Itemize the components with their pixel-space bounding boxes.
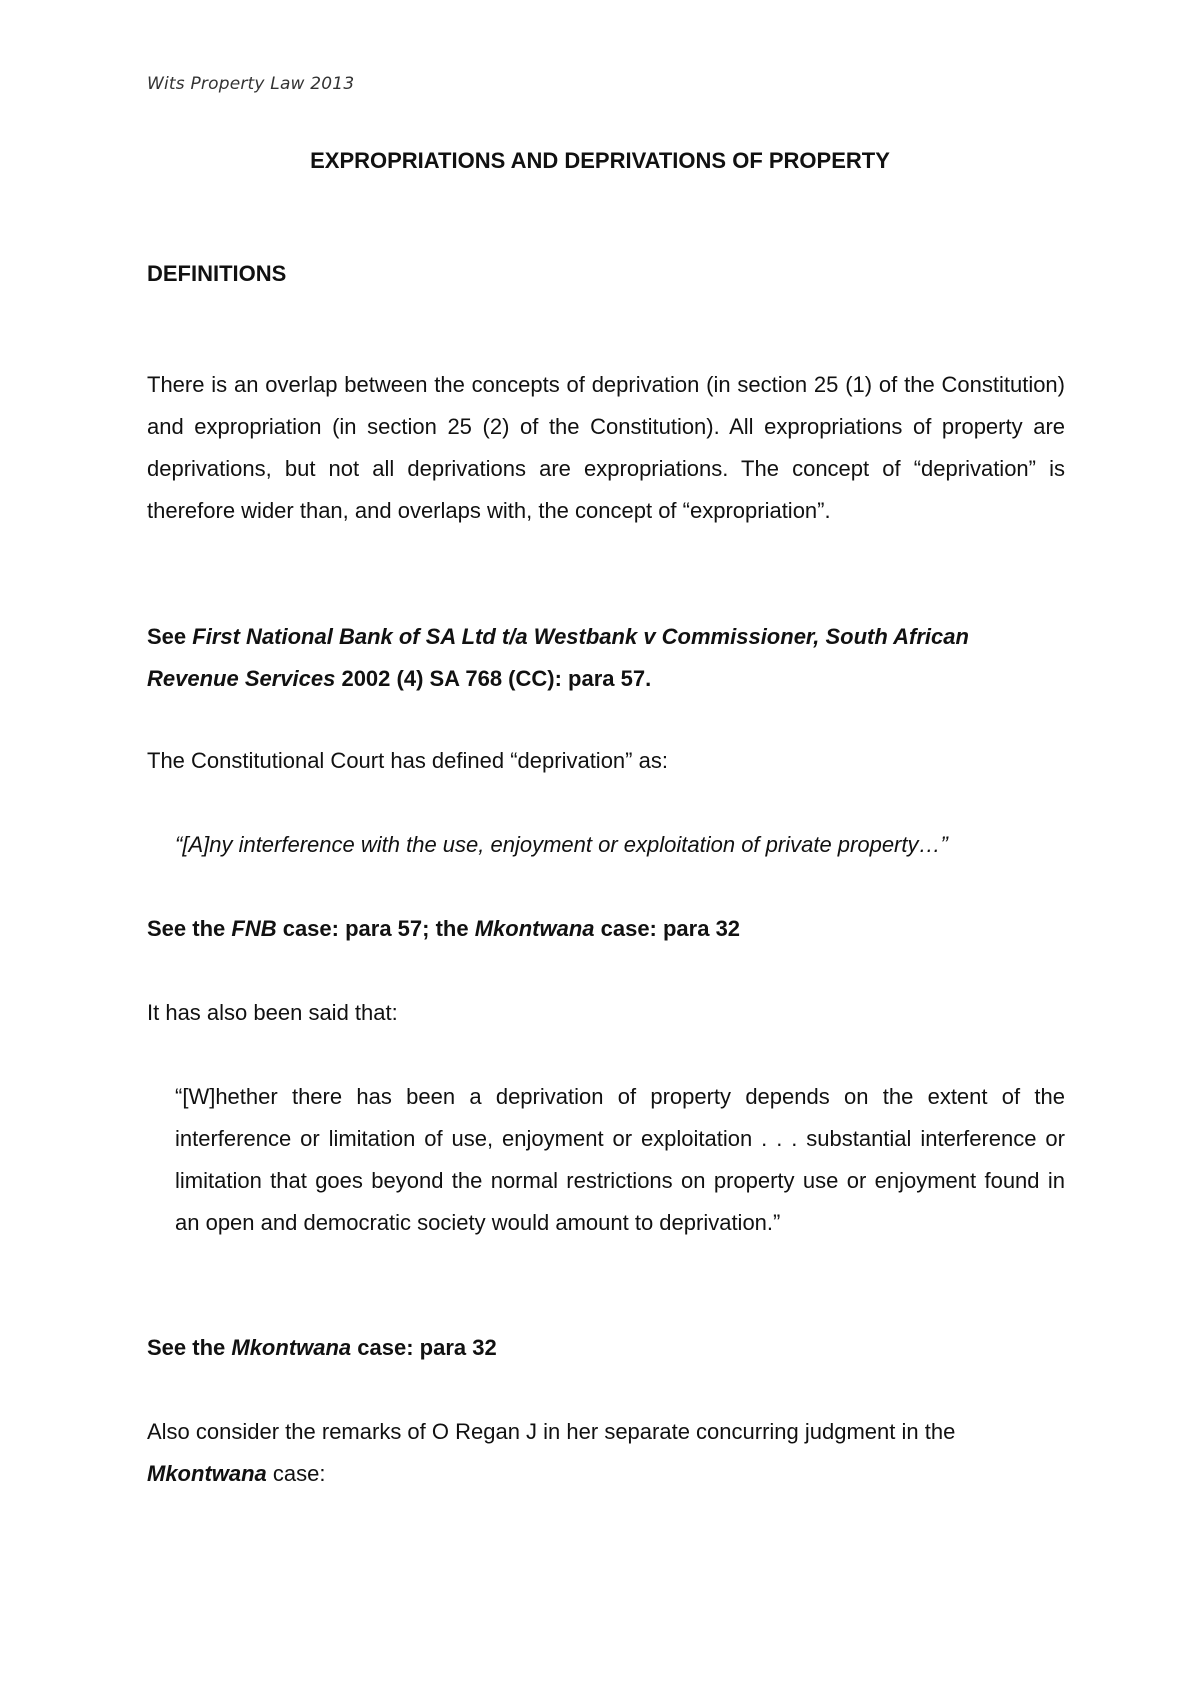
citation-fnb-mkontwana	[147, 908, 1065, 950]
citation-suffix: case: para 32	[594, 916, 741, 941]
citation-prefix: See the	[147, 916, 232, 941]
paragraph-text: Also consider the remarks of O Regan J in her separate concurring judgment in the	[147, 1419, 956, 1444]
paragraph-definition-intro: The Constitutional Court has defined “deprivation” as:	[147, 748, 668, 773]
citation-case-mkontwana: Mkontwana	[231, 1335, 352, 1360]
citation-suffix: case: para 32	[351, 1335, 497, 1360]
paragraph-oregan-remarks	[147, 1411, 1065, 1495]
quote-deprivation-definition: “[A]ny interference with the use, enjoyment or exploitation of private property…”	[175, 832, 948, 857]
paragraph-suffix: case:	[266, 1461, 326, 1486]
document-title: EXPROPRIATIONS AND DEPRIVATIONS OF PROPERTY	[310, 148, 890, 173]
paragraph-also-said: It has also been said that:	[147, 1000, 398, 1025]
citation-case-fnb: FNB	[231, 916, 277, 941]
citation-case-name: First National Bank of SA Ltd t/a Westbank v Commissioner, South African Revenue Services	[147, 624, 969, 691]
citation-mkontwana	[147, 1327, 1065, 1369]
citation-mid: case: para 57; the	[276, 916, 475, 941]
citation-prefix: See the	[147, 1335, 232, 1360]
citation-case-mkontwana: Mkontwana	[474, 916, 595, 941]
quote-extent-of-interference: “[W]hether there has been a deprivation of property depends on the extent of the interference or limitation of use, enjoyment or exploitation . . . substantial interference or limitation that goes beyond the normal restrictions on property use or enjoyment found in an open and democratic society would amount to deprivation.”	[175, 1084, 1065, 1235]
citation-fnb	[147, 616, 1065, 700]
paragraph-overlap: There is an overlap between the concepts of deprivation (in section 25 (1) of the Constitution) and expropriation (in section 25 (2) of the Constitution). All expropriations of property are deprivations, but not all deprivations are expropriations. The concept of “deprivation” is therefore wider than, and overlaps with, the concept of “expropriation”.	[147, 372, 1065, 523]
section-heading-definitions: DEFINITIONS	[147, 261, 287, 286]
page-header: Wits Property Law 2013	[147, 74, 355, 94]
paragraph-case-mkontwana: Mkontwana	[147, 1461, 267, 1486]
citation-reference: 2002 (4) SA 768 (CC): para 57.	[335, 666, 652, 691]
citation-see-label: See	[147, 624, 193, 649]
